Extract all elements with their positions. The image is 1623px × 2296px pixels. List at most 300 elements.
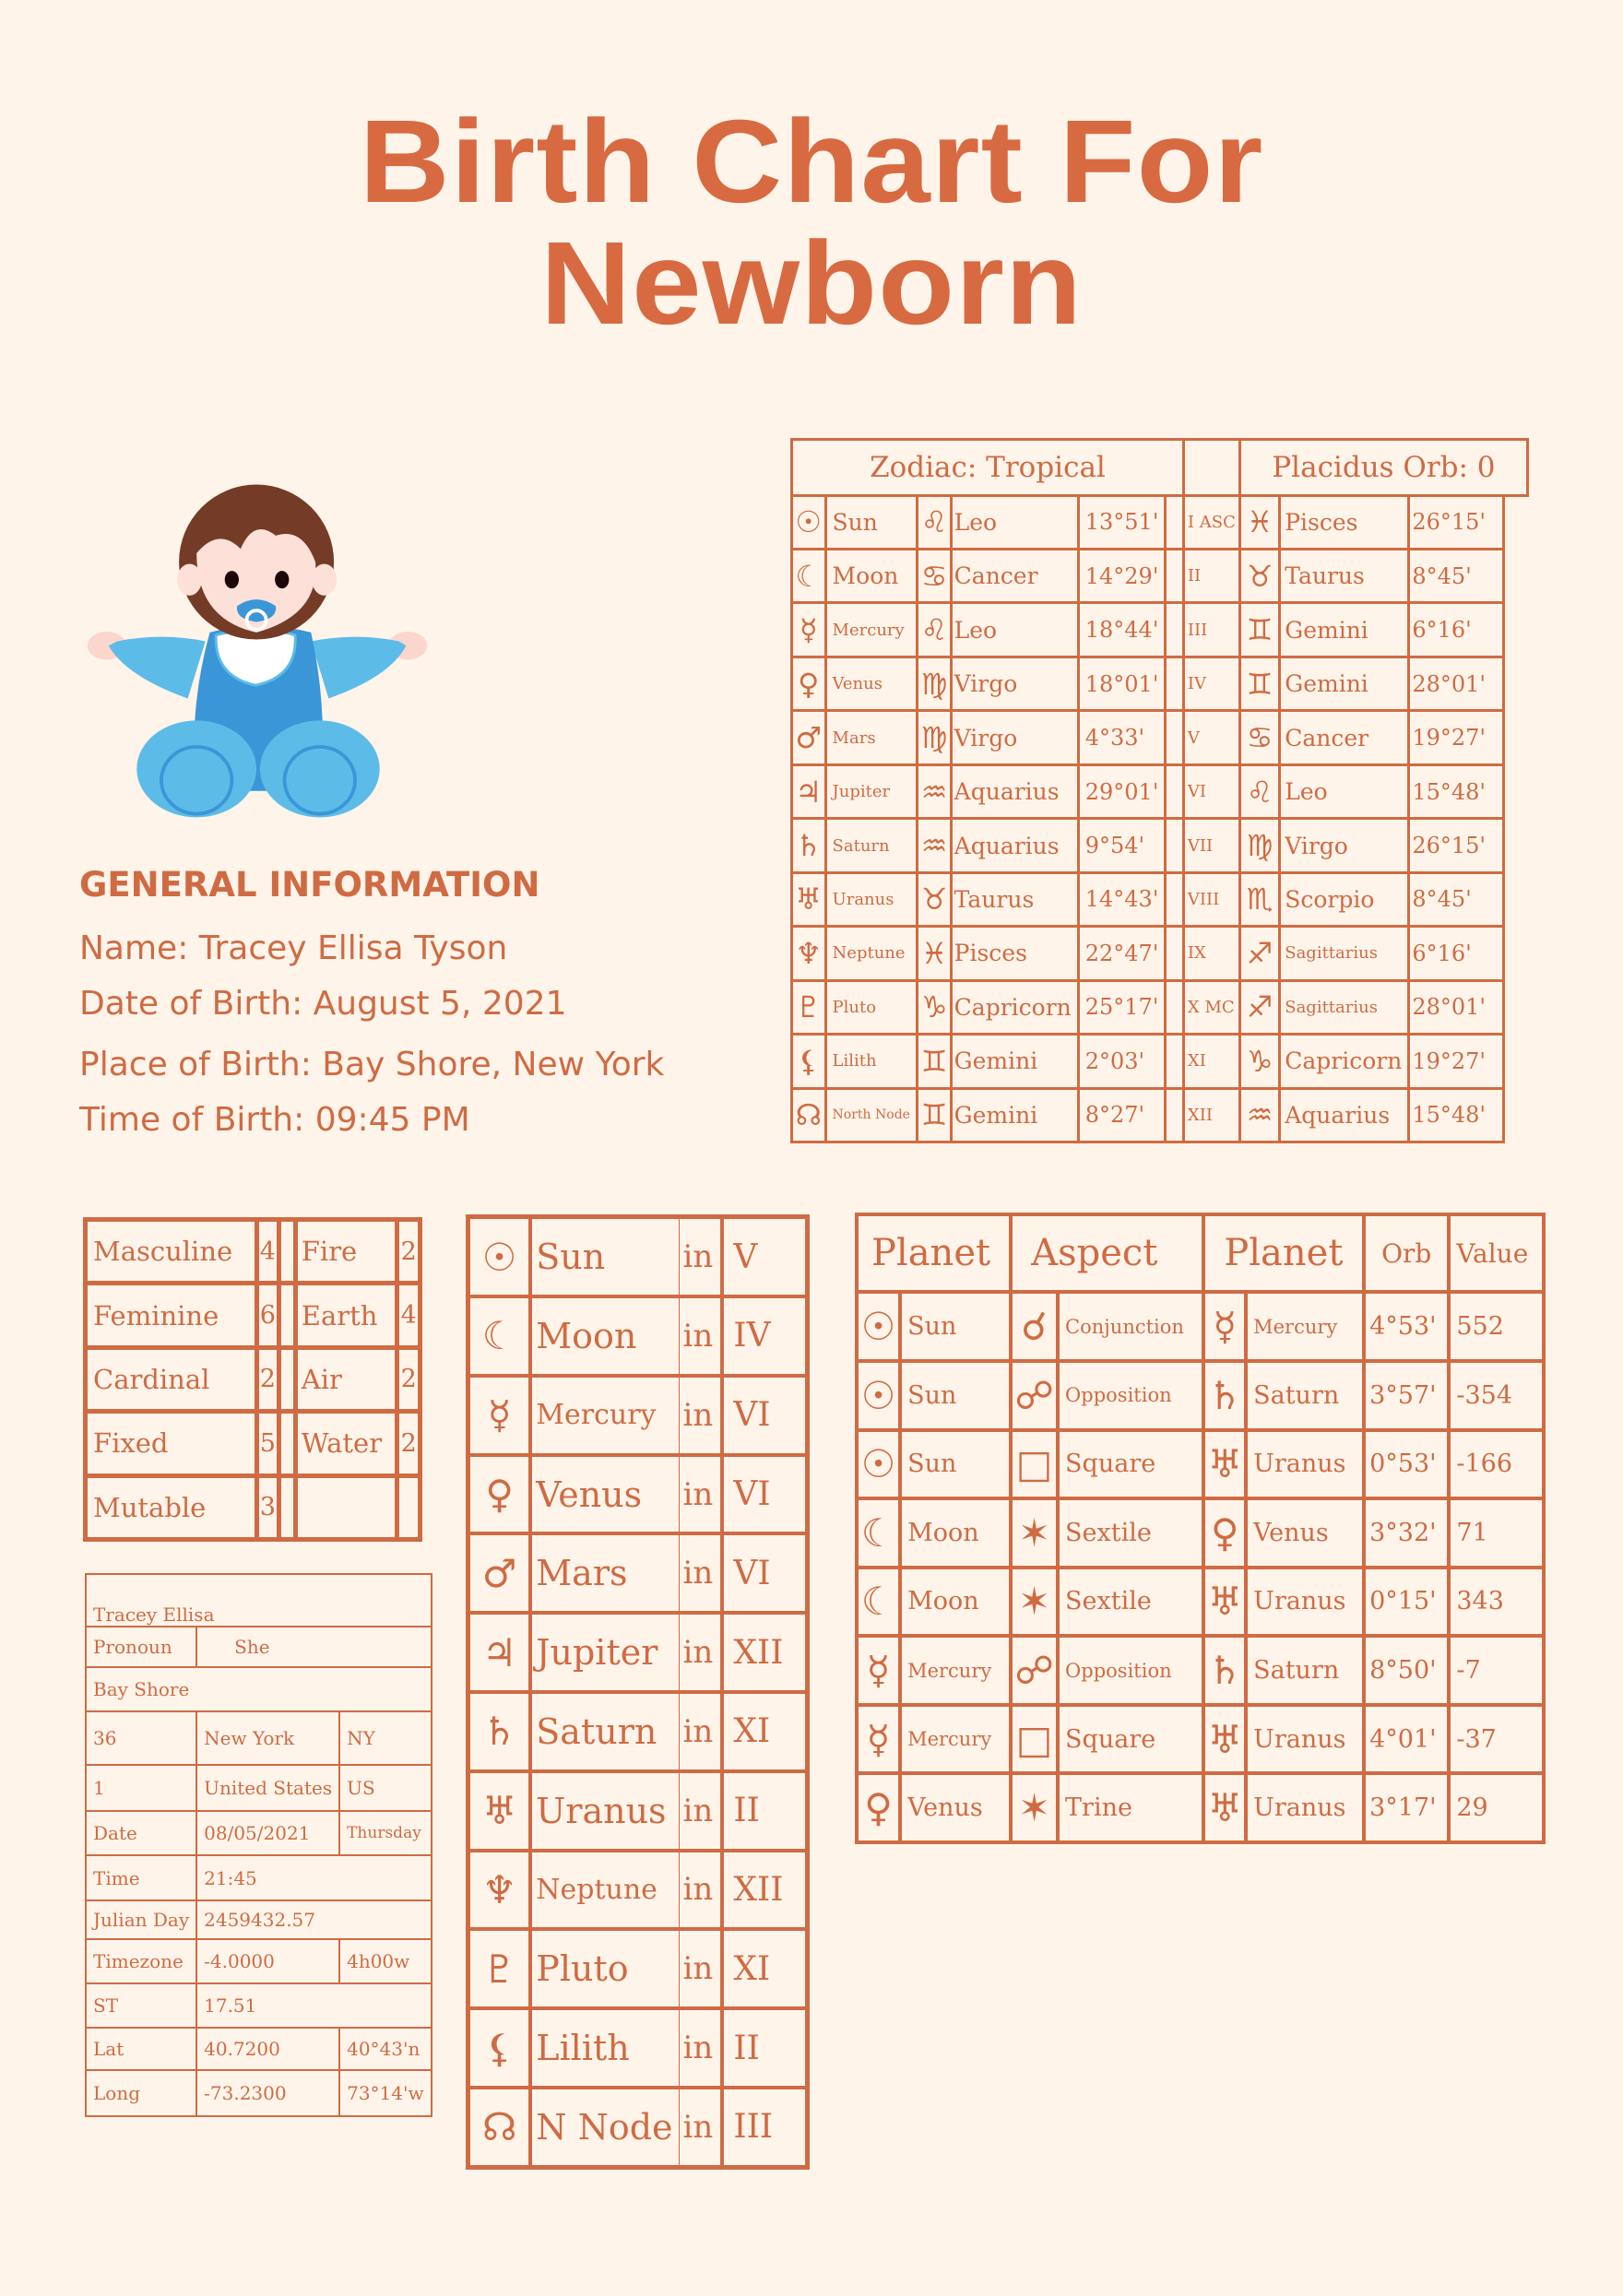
gemini-icon: ♊: [918, 1088, 951, 1142]
house-degree: 26°15': [1409, 495, 1504, 549]
element-count: 2: [397, 1347, 421, 1411]
element-row: [86, 1475, 421, 1539]
planet-name: Neptune: [825, 927, 918, 980]
aquarius-icon: ♒: [918, 764, 951, 818]
house-number: IV: [722, 1296, 807, 1376]
sign-name: Taurus: [951, 872, 1078, 926]
house-row: [468, 1692, 808, 1771]
aquarius-icon: ♒: [918, 819, 951, 872]
long-dms: 73°14'w: [339, 2070, 432, 2116]
planet-name: Moon: [530, 1296, 679, 1376]
lilith-icon: ⚸: [468, 2008, 531, 2088]
house-number: VIII: [1183, 872, 1239, 926]
in-connector: in: [679, 1851, 722, 1930]
aspects-table: [855, 1213, 1546, 1844]
in-connector: in: [679, 2008, 722, 2088]
title-line-1: Birth Chart For: [359, 96, 1264, 228]
north-node-icon: ☊: [792, 1088, 826, 1142]
element-row: [86, 1412, 421, 1475]
house-degree: 26°15': [1409, 819, 1504, 872]
aspect-row: [857, 1705, 1544, 1774]
long-label: Long: [86, 2070, 196, 2116]
sign-name: Capricorn: [951, 980, 1078, 1034]
aspect-row: [857, 1430, 1544, 1499]
in-connector: in: [679, 2088, 722, 2168]
in-connector: in: [679, 1692, 722, 1771]
planet-name: Neptune: [530, 1851, 679, 1930]
house-number: VI: [722, 1455, 807, 1534]
degree: 2°03': [1078, 1035, 1166, 1088]
sun-icon: ☉: [792, 495, 826, 549]
empty-cell: [1166, 657, 1183, 710]
empty-cell: [1166, 711, 1183, 764]
pisces-icon: ♓: [1239, 495, 1279, 549]
capricorn-icon: ♑: [1239, 1035, 1279, 1088]
in-connector: in: [679, 1455, 722, 1534]
cancer-icon: ♋: [1239, 711, 1279, 764]
degree: 13°51': [1078, 495, 1166, 549]
element-label: Earth: [295, 1284, 397, 1347]
aspect-row: [857, 1636, 1544, 1705]
quality-count: 6: [256, 1284, 278, 1347]
house-row: [468, 2088, 808, 2168]
planet-name: Mars: [825, 711, 918, 764]
house-degree: 28°01': [1409, 657, 1504, 710]
house-row: [468, 1771, 808, 1851]
detail-city: Bay Shore: [86, 1667, 432, 1711]
planet-1-name: Moon: [900, 1498, 1011, 1568]
house-sign-name: Sagittarius: [1280, 927, 1409, 980]
house-sign-name: Pisces: [1280, 495, 1409, 549]
orb-value: 3°32': [1364, 1498, 1449, 1568]
country-abbr: US: [339, 1765, 432, 1812]
house-sign-name: Gemini: [1280, 603, 1409, 657]
julian-day-label: Julian Day: [86, 1900, 196, 1939]
house-number: I ASC: [1183, 495, 1239, 549]
planet-name: Saturn: [530, 1692, 679, 1771]
aspect-name: Opposition: [1058, 1636, 1203, 1705]
uranus-icon: ♅: [1203, 1705, 1246, 1774]
house-degree: 6°16': [1409, 603, 1504, 657]
aquarius-icon: ♒: [1239, 1088, 1279, 1142]
zodiac-header: Zodiac: Tropical: [792, 440, 1184, 496]
element-label: Fire: [295, 1220, 397, 1284]
aspect-header-value: Value: [1449, 1214, 1544, 1292]
house-row: [468, 1851, 808, 1930]
zodiac-row: [792, 927, 1528, 980]
house-sign-name: Aquarius: [1280, 1088, 1409, 1142]
house-row: [468, 1376, 808, 1455]
gemini-icon: ♊: [918, 1035, 951, 1088]
quality-label: Fixed: [86, 1412, 257, 1475]
orb-value: 3°17': [1364, 1773, 1449, 1842]
spacer-cell: [279, 1347, 296, 1411]
element-label: Air: [295, 1347, 397, 1411]
aspect-value: 552: [1449, 1292, 1544, 1361]
empty-cell: [1166, 603, 1183, 657]
planet-2-name: Uranus: [1246, 1430, 1364, 1499]
aspect-value: 29: [1449, 1773, 1544, 1842]
house-number: IV: [1183, 657, 1239, 710]
quality-count: 3: [256, 1475, 278, 1539]
sign-name: Leo: [951, 495, 1078, 549]
square-icon: □: [1011, 1430, 1058, 1499]
element-row: [86, 1347, 421, 1411]
aspect-header-aspect: Aspect: [1011, 1214, 1203, 1292]
house-number: IX: [1183, 927, 1239, 980]
venus-icon: ♀: [468, 1455, 531, 1534]
empty-cell: [1166, 495, 1183, 549]
house-sign-name: Gemini: [1280, 657, 1409, 710]
mercury-icon: ☿: [857, 1636, 900, 1705]
house-sign-name: Virgo: [1280, 819, 1409, 872]
north-node-icon: ☊: [468, 2088, 531, 2168]
quality-label: Masculine: [86, 1220, 257, 1284]
house-row: [468, 1533, 808, 1613]
sagittarius-icon: ♐: [1239, 980, 1279, 1034]
aspect-value: -37: [1449, 1705, 1544, 1774]
element-count: [397, 1475, 421, 1539]
mars-icon: ♂: [468, 1533, 531, 1613]
planet-name: Pluto: [530, 1929, 679, 2008]
orb-value: 0°15': [1364, 1568, 1449, 1637]
mercury-icon: ☿: [468, 1376, 531, 1455]
page-title: [0, 96, 1623, 349]
aspect-header-planet-2: Planet: [1203, 1214, 1364, 1292]
aspect-row: [857, 1498, 1544, 1568]
sun-icon: ☉: [468, 1217, 531, 1297]
house-number: XII: [1183, 1088, 1239, 1142]
house-number: III: [1183, 603, 1239, 657]
planet-name: North Node: [825, 1088, 918, 1142]
opposition-icon: ☍: [1011, 1361, 1058, 1430]
house-degree: 15°48': [1409, 1088, 1504, 1142]
general-information: [79, 865, 664, 1148]
virgo-icon: ♍: [1239, 819, 1279, 872]
virgo-icon: ♍: [918, 711, 951, 764]
empty-cell: [1166, 550, 1183, 603]
jupiter-icon: ♃: [468, 1613, 531, 1692]
time-of-birth-line: Time of Birth: 09:45 PM: [79, 1101, 470, 1139]
elements-table: [83, 1217, 422, 1542]
moon-icon: ☾: [468, 1296, 531, 1376]
house-number: XI: [722, 1692, 807, 1771]
planet-name: Uranus: [825, 872, 918, 926]
planet-2-name: Uranus: [1246, 1705, 1364, 1774]
time-value: 21:45: [196, 1855, 431, 1900]
house-number: V: [1183, 711, 1239, 764]
planet-1-name: Moon: [900, 1568, 1011, 1637]
baby-illustration: [65, 461, 452, 839]
sign-name: Gemini: [951, 1088, 1078, 1142]
planet-1-name: Sun: [900, 1430, 1011, 1499]
orb-value: 8°50': [1364, 1636, 1449, 1705]
element-label: Water: [295, 1412, 397, 1475]
house-number: VI: [1183, 764, 1239, 818]
lat-label: Lat: [86, 2028, 196, 2070]
in-connector: in: [679, 1217, 722, 1297]
date-label: Date: [86, 1811, 196, 1855]
gemini-icon: ♊: [1239, 657, 1279, 710]
aspect-header-orb: Orb: [1364, 1214, 1449, 1292]
zodiac-row: [792, 495, 1528, 549]
degree: 29°01': [1078, 764, 1166, 818]
country-name: United States: [196, 1765, 339, 1812]
taurus-icon: ♉: [1239, 550, 1279, 603]
orb-value: 4°01': [1364, 1705, 1449, 1774]
house-sign-name: Cancer: [1280, 711, 1409, 764]
sign-name: Aquarius: [951, 764, 1078, 818]
aspect-name: Trine: [1058, 1773, 1203, 1842]
taurus-icon: ♉: [918, 872, 951, 926]
aspect-header-planet-1: Planet: [857, 1214, 1011, 1292]
sign-name: Gemini: [951, 1035, 1078, 1088]
planet-name: Mercury: [530, 1376, 679, 1455]
zodiac-row: [792, 764, 1528, 818]
element-row: [86, 1284, 421, 1347]
pronoun-label: Pronoun: [86, 1627, 196, 1667]
detail-name: Tracey Ellisa: [86, 1574, 432, 1627]
leo-icon: ♌: [918, 495, 951, 549]
gemini-icon: ♊: [1239, 603, 1279, 657]
name-line: Name: Tracey Ellisa Tyson: [79, 929, 508, 967]
mercury-icon: ☿: [792, 603, 826, 657]
zodiac-row: [792, 657, 1528, 710]
empty-cell: [1166, 872, 1183, 926]
house-number: X MC: [1183, 980, 1239, 1034]
pisces-icon: ♓: [918, 927, 951, 980]
neptune-icon: ♆: [468, 1851, 531, 1930]
conjunction-icon: ☌: [1011, 1292, 1058, 1361]
degree: 18°01': [1078, 657, 1166, 710]
zodiac-row: [792, 603, 1528, 657]
planet-2-name: Venus: [1246, 1498, 1364, 1568]
planet-1-name: Sun: [900, 1361, 1011, 1430]
sun-icon: ☉: [857, 1361, 900, 1430]
house-degree: 15°48': [1409, 764, 1504, 818]
saturn-icon: ♄: [468, 1692, 531, 1771]
venus-icon: ♀: [857, 1773, 900, 1842]
weekday: Thursday: [339, 1811, 432, 1855]
quality-count: 4: [256, 1220, 278, 1284]
leo-icon: ♌: [1239, 764, 1279, 818]
state-abbr: NY: [339, 1711, 432, 1764]
moon-icon: ☾: [857, 1498, 900, 1568]
uranus-icon: ♅: [1203, 1568, 1246, 1637]
sign-name: Pisces: [951, 927, 1078, 980]
aspect-value: -166: [1449, 1430, 1544, 1499]
virgo-icon: ♍: [918, 657, 951, 710]
aspect-value: -354: [1449, 1361, 1544, 1430]
planet-name: Lilith: [530, 2008, 679, 2088]
element-count: 2: [397, 1220, 421, 1284]
degree: 18°44': [1078, 603, 1166, 657]
house-number: XII: [722, 1613, 807, 1692]
spacer-cell: [279, 1220, 296, 1284]
planet-name: Mars: [530, 1533, 679, 1613]
aspect-row: [857, 1292, 1544, 1361]
house-degree: 19°27': [1409, 711, 1504, 764]
aspect-name: Sextile: [1058, 1498, 1203, 1568]
aspect-value: 71: [1449, 1498, 1544, 1568]
mercury-icon: ☿: [1203, 1292, 1246, 1361]
st-value: 17.51: [196, 1983, 431, 2028]
house-number: III: [722, 2088, 807, 2168]
date-of-birth-line: Date of Birth: August 5, 2021: [79, 985, 567, 1023]
house-number: XI: [1183, 1035, 1239, 1088]
house-number: XI: [722, 1929, 807, 2008]
jupiter-icon: ♃: [792, 764, 826, 818]
timezone-hm: 4h00w: [339, 1939, 432, 1983]
scorpio-icon: ♏: [1239, 872, 1279, 926]
capricorn-icon: ♑: [918, 980, 951, 1034]
sun-icon: ☉: [857, 1430, 900, 1499]
sextile-icon: ✶: [1011, 1773, 1058, 1842]
venus-icon: ♀: [1203, 1498, 1246, 1568]
state-name: New York: [196, 1711, 339, 1764]
lat-dms: 40°43'n: [339, 2028, 432, 2070]
planet-name: Uranus: [530, 1771, 679, 1851]
degree: 22°47': [1078, 927, 1166, 980]
house-number: II: [1183, 550, 1239, 603]
saturn-icon: ♄: [792, 819, 826, 872]
element-label: [295, 1475, 397, 1539]
empty-cell: [1166, 980, 1183, 1034]
house-row: [468, 1613, 808, 1692]
degree: 8°27': [1078, 1088, 1166, 1142]
in-connector: in: [679, 1771, 722, 1851]
aspect-name: Square: [1058, 1430, 1203, 1499]
empty-cell: [1166, 1088, 1183, 1142]
opposition-icon: ☍: [1011, 1636, 1058, 1705]
sextile-icon: ✶: [1011, 1568, 1058, 1637]
zodiac-row: [792, 872, 1528, 926]
long-value: -73.2300: [196, 2070, 339, 2116]
element-count: 4: [397, 1284, 421, 1347]
country-code: 1: [86, 1765, 196, 1812]
planet-2-name: Uranus: [1246, 1773, 1364, 1842]
planet-name: Mercury: [825, 603, 918, 657]
element-row: [86, 1220, 421, 1284]
house-number: XII: [722, 1851, 807, 1930]
aspect-name: Sextile: [1058, 1568, 1203, 1637]
planet-1-name: Mercury: [900, 1705, 1011, 1774]
sign-name: Aquarius: [951, 819, 1078, 872]
spacer-cell: [279, 1284, 296, 1347]
zodiac-row: [792, 1088, 1528, 1142]
orb-value: 3°57': [1364, 1361, 1449, 1430]
pluto-icon: ♇: [792, 980, 826, 1034]
saturn-icon: ♄: [1203, 1636, 1246, 1705]
house-degree: 8°45': [1409, 872, 1504, 926]
quality-label: Feminine: [86, 1284, 257, 1347]
lat-value: 40.7200: [196, 2028, 339, 2070]
element-count: 2: [397, 1412, 421, 1475]
uranus-icon: ♅: [1203, 1430, 1246, 1499]
square-icon: □: [1011, 1705, 1058, 1774]
orb-value: 4°53': [1364, 1292, 1449, 1361]
spacer-cell: [279, 1412, 296, 1475]
aspect-row: [857, 1773, 1544, 1842]
cancer-icon: ♋: [918, 550, 951, 603]
planet-name: Saturn: [825, 819, 918, 872]
venus-icon: ♀: [792, 657, 826, 710]
zodiac-row: [792, 711, 1528, 764]
planet-name: Moon: [825, 550, 918, 603]
planet-2-name: Saturn: [1246, 1636, 1364, 1705]
in-connector: in: [679, 1296, 722, 1376]
lilith-icon: ⚸: [792, 1035, 826, 1088]
sagittarius-icon: ♐: [1239, 927, 1279, 980]
st-label: ST: [86, 1983, 196, 2028]
planet-2-name: Saturn: [1246, 1361, 1364, 1430]
spacer-cell: [279, 1475, 296, 1539]
planet-name: Venus: [825, 657, 918, 710]
house-sign-name: Sagittarius: [1280, 980, 1409, 1034]
house-row: [468, 1217, 808, 1297]
sign-name: Cancer: [951, 550, 1078, 603]
house-degree: 28°01': [1409, 980, 1504, 1034]
house-sign-name: Taurus: [1280, 550, 1409, 603]
empty-cell: [1166, 819, 1183, 872]
timezone-label: Timezone: [86, 1939, 196, 1983]
table-divider: [1183, 440, 1239, 496]
house-row: [468, 1455, 808, 1534]
house-number: VII: [1183, 819, 1239, 872]
placidus-header: Placidus Orb: 0: [1239, 440, 1527, 496]
planet-1-name: Sun: [900, 1292, 1011, 1361]
zodiac-row: [792, 1035, 1528, 1088]
house-row: [468, 1296, 808, 1376]
uranus-icon: ♅: [792, 872, 826, 926]
uranus-icon: ♅: [468, 1771, 531, 1851]
pluto-icon: ♇: [468, 1929, 531, 2008]
moon-icon: ☾: [857, 1568, 900, 1637]
planets-in-houses-table: [466, 1214, 810, 2170]
quality-label: Cardinal: [86, 1347, 257, 1411]
planet-name: Jupiter: [530, 1613, 679, 1692]
quality-count: 2: [256, 1347, 278, 1411]
mars-icon: ♂: [792, 711, 826, 764]
timezone-value: -4.0000: [196, 1939, 339, 1983]
sextile-icon: ✶: [1011, 1498, 1058, 1568]
general-info-heading: GENERAL INFORMATION: [79, 865, 540, 905]
orb-value: 0°53': [1364, 1430, 1449, 1499]
house-row: [468, 2008, 808, 2088]
house-number: V: [722, 1217, 807, 1297]
planet-name: Sun: [825, 495, 918, 549]
degree: 14°29': [1078, 550, 1166, 603]
house-sign-name: Leo: [1280, 764, 1409, 818]
quality-count: 5: [256, 1412, 278, 1475]
zodiac-row: [792, 550, 1528, 603]
planet-2-name: Mercury: [1246, 1292, 1364, 1361]
planet-1-name: Venus: [900, 1773, 1011, 1842]
zodiac-row: [792, 980, 1528, 1034]
aspect-row: [857, 1361, 1544, 1430]
planet-name: Sun: [530, 1217, 679, 1297]
in-connector: in: [679, 1613, 722, 1692]
uranus-icon: ♅: [1203, 1773, 1246, 1842]
moon-icon: ☾: [792, 550, 826, 603]
house-degree: 19°27': [1409, 1035, 1504, 1088]
time-label: Time: [86, 1855, 196, 1900]
empty-cell: [1166, 927, 1183, 980]
sign-name: Virgo: [951, 657, 1078, 710]
house-row: [468, 1929, 808, 2008]
zodiac-row: [792, 819, 1528, 872]
planet-name: Lilith: [825, 1035, 918, 1088]
